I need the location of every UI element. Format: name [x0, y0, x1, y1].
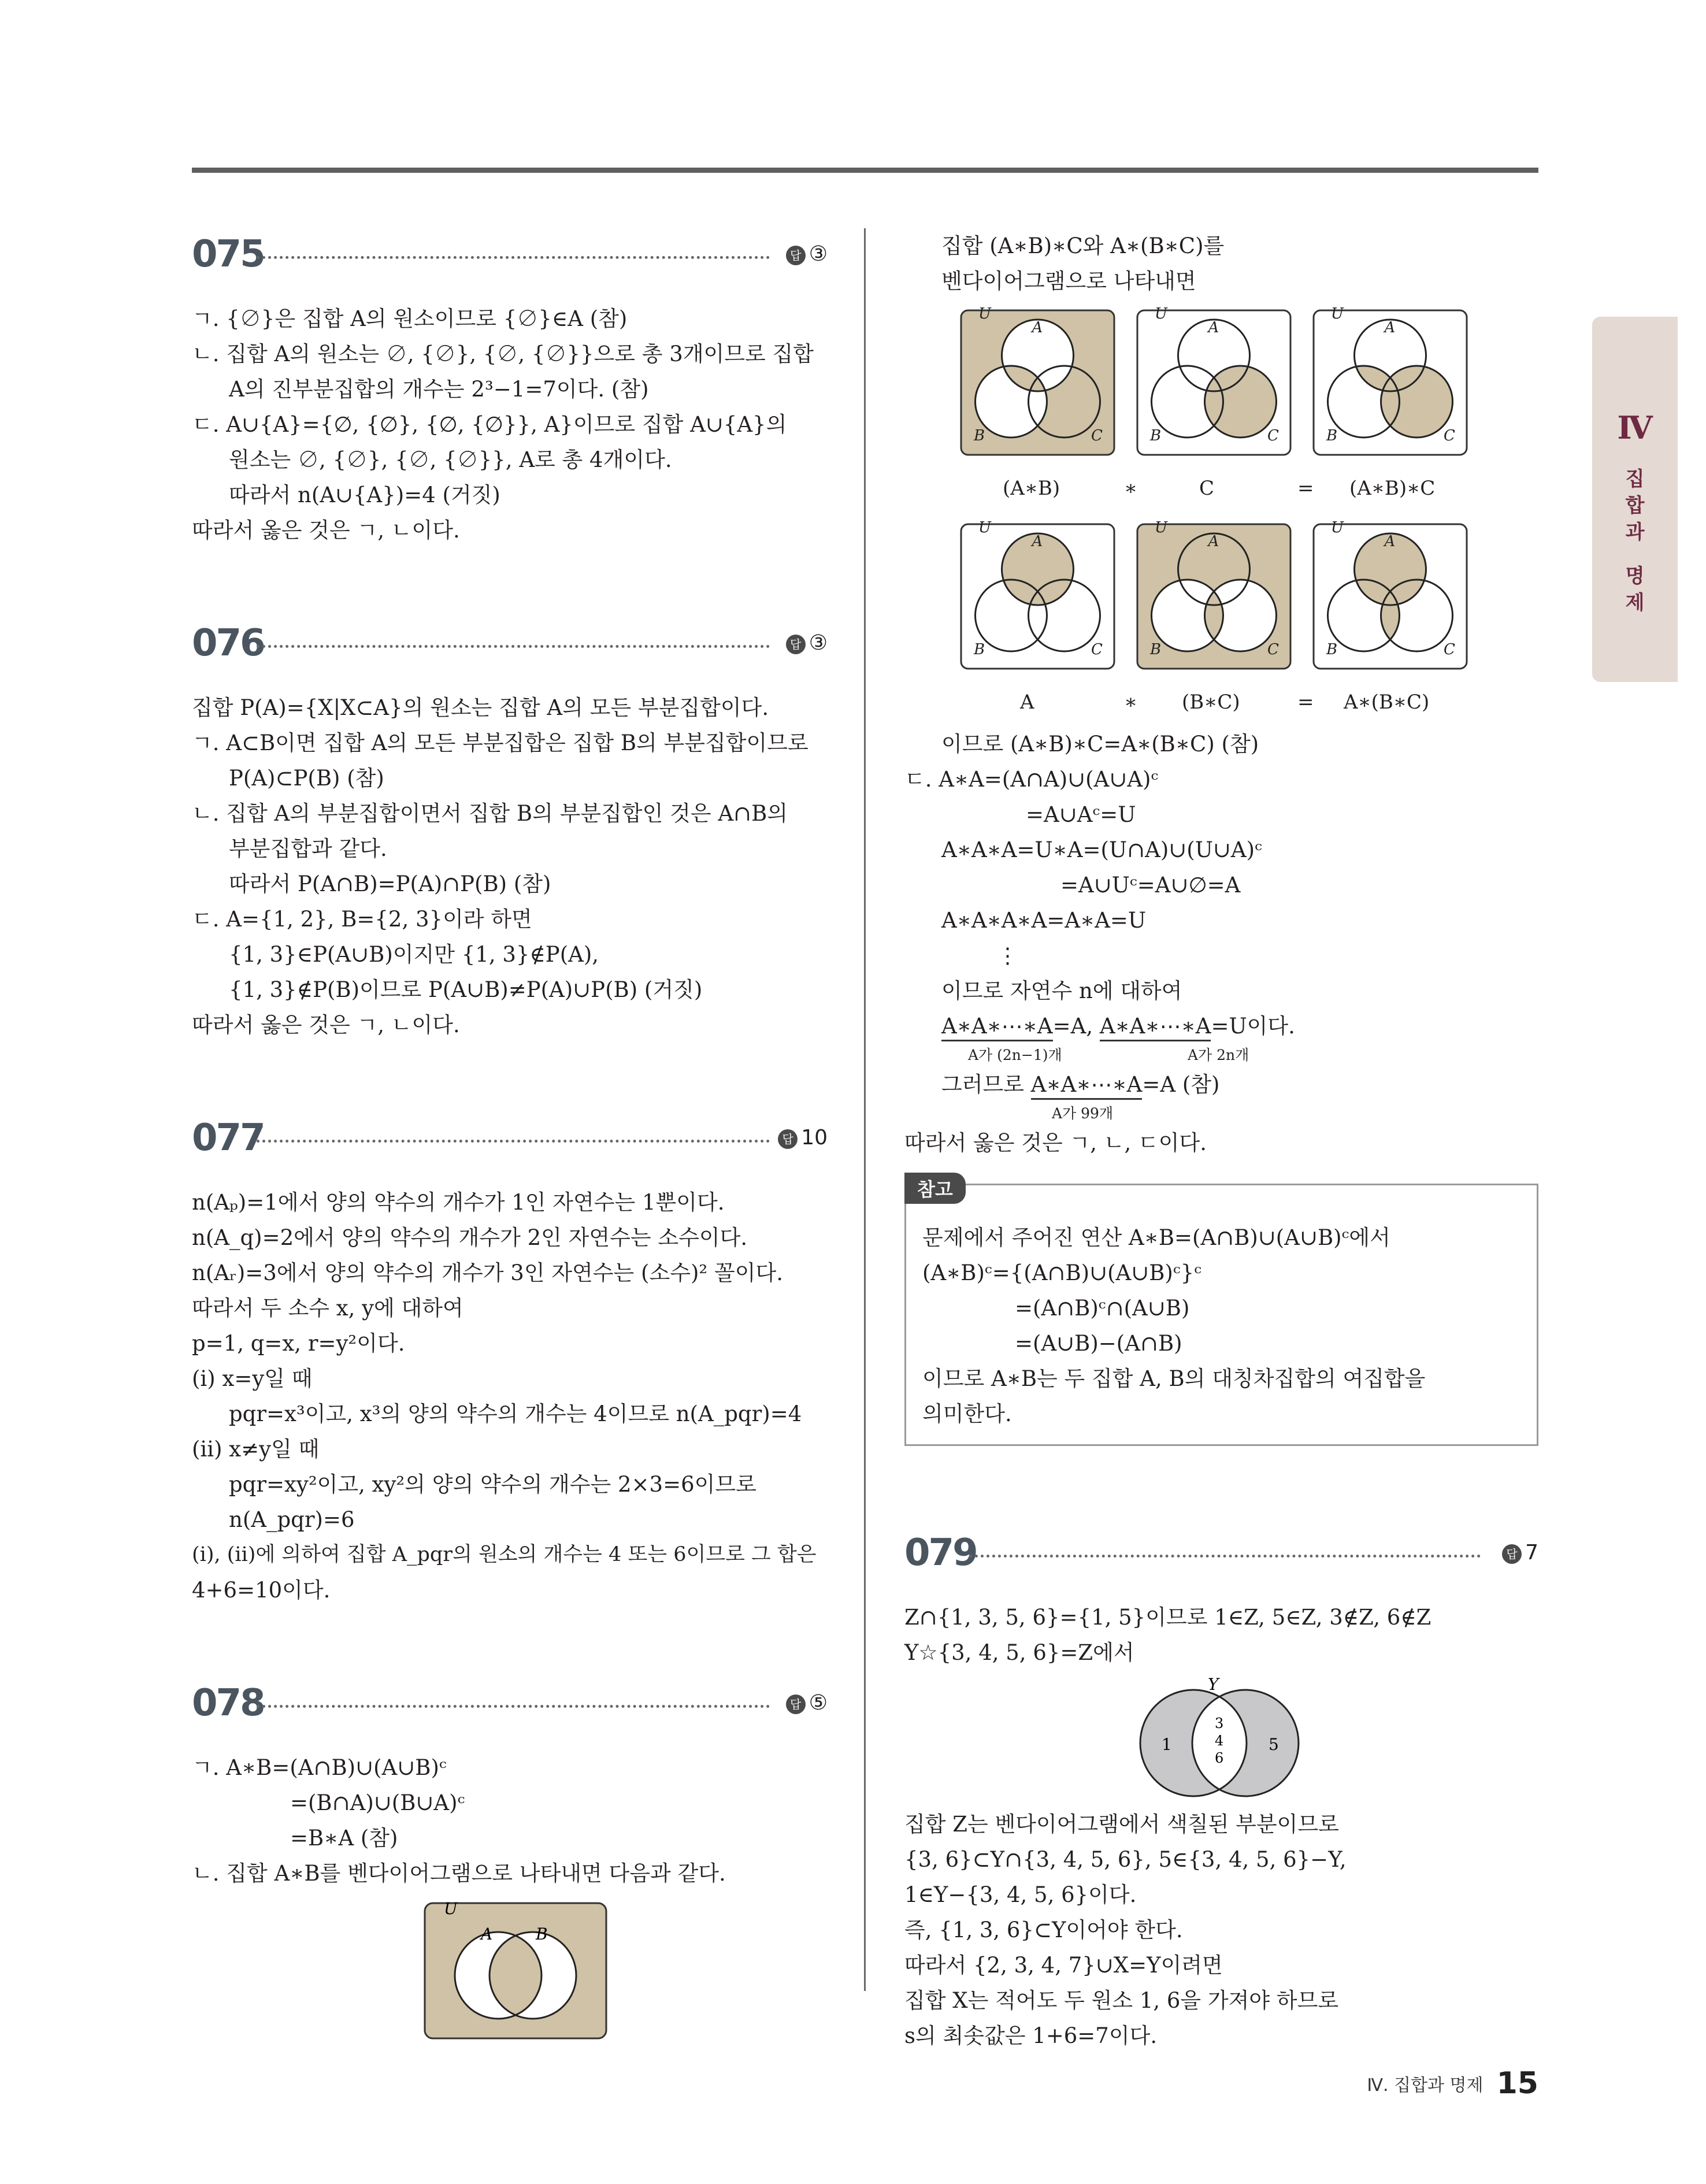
caption-term: (B∗C)	[1182, 691, 1240, 714]
caption-op: =	[1297, 691, 1314, 714]
label-a: A	[1384, 533, 1396, 550]
problem-header-075	[192, 228, 828, 280]
caption-op: =	[1297, 477, 1314, 500]
venn-row-2-diagrams	[959, 516, 1537, 689]
answer-icon: 답	[778, 1129, 798, 1149]
label-u: U	[1331, 305, 1344, 322]
region-middle: 6	[1215, 1750, 1224, 1766]
label-y: Y	[1208, 1675, 1219, 1694]
solution-line: n(Aᵣ)=3에서 양의 약수의 개수가 3인 자연수는 (소수)² 꼴이다.	[192, 1260, 783, 1285]
solution-line: =B∗A (참)	[290, 1826, 398, 1851]
chapter-char: 집	[1625, 468, 1645, 491]
solution-line: 집합 X는 적어도 두 원소 1, 6을 가져야 하므로	[904, 1988, 1339, 2013]
solution-line: {3, 6}⊂Y∩{3, 4, 5, 6}, 5∈{3, 4, 5, 6}−Y,	[904, 1847, 1347, 1872]
dotted-leader	[257, 256, 770, 259]
problem-header-079	[904, 1527, 1538, 1579]
label-u: U	[978, 519, 991, 536]
answer-icon: 답	[786, 246, 806, 265]
note-line: =(A∩B)ᶜ∩(A∪B)	[1015, 1296, 1190, 1321]
so-prefix: 그러므로	[941, 1072, 1024, 1097]
solution-line: 따라서 옳은 것은 ㄱ, ㄴ, ㄷ이다.	[904, 1130, 1207, 1155]
answer-icon: 답	[786, 635, 806, 654]
right-column	[904, 228, 1538, 2053]
label-a: A	[1208, 319, 1219, 336]
brace-labels	[904, 1102, 1538, 1125]
solution-line: 따라서 옳은 것은 ㄱ, ㄴ이다.	[192, 518, 460, 543]
problem-number: 078	[192, 1682, 264, 1725]
solution-line: (ⅰ) x=y일 때	[192, 1366, 313, 1391]
conclusion-line	[904, 1067, 1538, 1102]
problem-header-076	[192, 617, 828, 669]
problem-header-078	[192, 1677, 828, 1729]
label-b: B	[1326, 641, 1338, 658]
solution-line: 벤다이어그램으로 나타내면	[941, 269, 1196, 294]
label-c: C	[1444, 641, 1455, 658]
label-u: U	[1331, 519, 1344, 536]
answer-value: ⑤	[809, 1691, 828, 1715]
solution-line: n(A_pqr)=6	[229, 1507, 355, 1532]
label-a: A	[1384, 319, 1396, 336]
chapter-char: 합	[1625, 494, 1645, 517]
brace-expr: A∗A∗⋯∗A	[1031, 1071, 1143, 1100]
chapter-char: 명	[1625, 565, 1645, 588]
footer-chapter: Ⅳ. 집합과 명제	[1367, 2075, 1484, 2096]
solution-line: ㄱ. A∗B=(A∩B)∪(A∪B)ᶜ	[192, 1755, 447, 1780]
caption-term: A	[1020, 691, 1034, 714]
label-b: B	[1326, 427, 1338, 444]
region-right: 5	[1269, 1735, 1279, 1754]
solution-line: p=1, q=x, r=y²이다.	[192, 1331, 405, 1356]
answer-badge	[786, 631, 828, 655]
solution-line: ㄱ. A⊂B이면 집합 A의 모든 부분집합은 집합 B의 부분집합이므로	[192, 731, 809, 755]
caption-op: ∗	[1124, 691, 1138, 714]
venn-row-1	[904, 299, 1538, 472]
problem-header-077	[192, 1112, 828, 1164]
chapter-title	[1592, 466, 1678, 616]
solution-line: A∗A∗A∗A=A∗A=U	[941, 908, 1147, 933]
caption-term: A∗(B∗C)	[1344, 691, 1430, 714]
solution-line: 집합 P(A)={X|X⊂A}의 원소는 집합 A의 모든 부분집합이다.	[192, 695, 769, 720]
solution-line: ㄴ. 집합 A∗B를 벤다이어그램으로 나타내면 다음과 같다.	[192, 1861, 726, 1886]
solution-line: ㄷ. A∪{A}={∅, {∅}, {∅, {∅}}, A}이므로 집합 A∪{A}의	[192, 412, 787, 437]
venn-triple-1	[961, 305, 1114, 455]
solution-line: ㄷ. A={1, 2}, B={2, 3}이라 하면	[192, 907, 532, 932]
venn-diagram-a-star-b	[423, 1901, 608, 2040]
venn-triple-2	[1137, 519, 1290, 669]
solution-line: ㄴ. 집합 A의 부분집합이면서 집합 B의 부분집합인 것은 A∩B의	[192, 801, 788, 826]
brace-label: A가 2n개	[1188, 1047, 1249, 1063]
solution-line: 집합 Z는 벤다이어그램에서 색칠된 부분이므로	[904, 1812, 1339, 1837]
answer-icon: 답	[786, 1694, 806, 1714]
dotted-leader	[257, 1140, 770, 1143]
solution-line: (ⅰ), (ⅱ)에 의하여 집합 A_pqr의 원소의 개수는 4 또는 6이므로 그 합은	[192, 1543, 817, 1566]
dotted-leader	[969, 1555, 1481, 1558]
chapter-char: 제	[1625, 591, 1645, 614]
venn-diagram-y	[1121, 1674, 1318, 1807]
solution-line: =A∪Aᶜ=U	[1026, 802, 1136, 827]
brace-rest: =U이다.	[1211, 1014, 1295, 1039]
region-middle: 4	[1215, 1733, 1224, 1749]
label-b: B	[1150, 641, 1162, 658]
brace-expr: A∗A∗⋯∗A	[1100, 1013, 1211, 1041]
note-box	[904, 1178, 1538, 1446]
venn-row-1-diagrams	[959, 302, 1537, 475]
brace-rest: =A,	[1052, 1014, 1093, 1039]
note-tag: 참고	[904, 1173, 966, 1204]
answer-value: 7	[1525, 1541, 1538, 1564]
solution-line: 부분집합과 같다.	[229, 836, 387, 861]
note-line: 이므로 A∗B는 두 집합 A, B의 대칭차집합의 여집합을	[922, 1366, 1426, 1391]
label-u: U	[978, 305, 991, 322]
answer-value: 10	[801, 1126, 828, 1150]
solution-line: n(A_q)=2에서 양의 약수의 개수가 2인 자연수는 소수이다.	[192, 1225, 748, 1250]
solution-line: 이므로 (A∗B)∗C=A∗(B∗C) (참)	[941, 732, 1259, 757]
venn-triple-1	[961, 519, 1114, 669]
answer-badge	[786, 1691, 828, 1715]
label-a: A	[1032, 319, 1043, 336]
solution-line: n(Aₚ)=1에서 양의 약수의 개수가 1인 자연수는 1뿐이다.	[192, 1190, 725, 1215]
solution-line: 따라서 두 소수 x, y에 대하여	[192, 1296, 463, 1321]
label-b: B	[974, 641, 985, 658]
problem-number: 079	[904, 1532, 977, 1574]
solution-line: {1, 3}∈P(A∪B)이지만 {1, 3}∉P(A),	[229, 942, 599, 967]
solution-line: 원소는 ∅, {∅}, {∅, {∅}}, A로 총 4개이다.	[229, 447, 672, 472]
page-footer	[1367, 2066, 1538, 2101]
solution-line: =A∪Uᶜ=A∪∅=A	[1060, 873, 1241, 898]
label-b: B	[536, 1925, 548, 1944]
region-middle: 3	[1215, 1715, 1224, 1731]
label-a: A	[481, 1925, 493, 1944]
label-c: C	[1091, 427, 1103, 444]
note-line: =(A∪B)−(A∩B)	[1015, 1331, 1182, 1356]
problem-number: 076	[192, 622, 264, 665]
solution-line: {1, 3}∉P(B)이므로 P(A∪B)≠P(A)∪P(B) (거짓)	[229, 977, 703, 1002]
venn-triple-3	[1314, 305, 1467, 455]
solution-line: A의 진부분집합의 개수는 2³−1=7이다. (참)	[229, 377, 649, 402]
solution-line: 따라서 옳은 것은 ㄱ, ㄴ이다.	[192, 1013, 460, 1037]
solution-line: 1∈Y−{3, 4, 5, 6}이다.	[904, 1882, 1137, 1907]
caption-term: C	[1199, 477, 1215, 500]
solution-line: ㄷ. A∗A=(A∩A)∪(A∪A)ᶜ	[904, 767, 1159, 792]
answer-value: ③	[809, 631, 828, 655]
solution-line: pqr=xy²이고, xy²의 양의 약수의 개수는 2×3=6이므로	[229, 1472, 756, 1497]
solution-line: (ⅱ) x≠y일 때	[192, 1437, 320, 1462]
solution-line: 따라서 P(A∩B)=P(A)∩P(B) (참)	[229, 872, 551, 896]
solution-line: s의 최솟값은 1+6=7이다.	[904, 2023, 1158, 2048]
chapter-tab	[1592, 317, 1678, 682]
solution-line: 따라서 n(A∪{A})=4 (거짓)	[229, 483, 500, 507]
solution-line: 4+6=10이다.	[192, 1578, 331, 1603]
chapter-roman: Ⅳ	[1617, 409, 1653, 446]
caption-term: (A∗B)	[1003, 477, 1060, 500]
answer-value: ③	[809, 242, 828, 266]
left-column	[192, 228, 828, 2040]
solution-line: 집합 (A∗B)∗C와 A∗(B∗C)를	[941, 233, 1225, 258]
brace-expr: A∗A∗⋯∗A	[941, 1013, 1053, 1041]
solution-line: ⋮	[997, 943, 1018, 968]
brace-labels	[904, 1044, 1538, 1067]
venn-triple-3	[1314, 519, 1467, 669]
label-b: B	[974, 427, 985, 444]
solution-line: pqr=x³이고, x³의 양의 약수의 개수는 4이므로 n(A_pqr)=4	[229, 1401, 802, 1426]
label-c: C	[1267, 427, 1279, 444]
solution-line: Z∩{1, 3, 5, 6}={1, 5}이므로 1∈Z, 5∈Z, 3∉Z, 6∉Z	[904, 1605, 1431, 1630]
solution-line: ㄴ. 집합 A의 원소는 ∅, {∅}, {∅, {∅}}으로 총 3개이므로 집합	[192, 342, 814, 366]
top-rule	[192, 168, 1538, 173]
caption-op: ∗	[1124, 477, 1138, 500]
problem-number: 077	[192, 1117, 264, 1159]
label-c: C	[1444, 427, 1455, 444]
solution-line: =(B∩A)∪(B∪A)ᶜ	[290, 1790, 465, 1815]
label-a: A	[1032, 533, 1043, 550]
page-number: 15	[1496, 2066, 1538, 2101]
venn-triple-2	[1137, 305, 1290, 455]
label-u: U	[444, 1901, 458, 1918]
solution-line: ㄱ. {∅}은 집합 A의 원소이므로 {∅}∈A (참)	[192, 306, 628, 331]
so-rest: =A (참)	[1142, 1072, 1220, 1097]
solution-line: 따라서 {2, 3, 4, 7}∪X=Y이려면	[904, 1953, 1223, 1978]
brace-expression-line	[904, 1008, 1538, 1044]
solution-line: P(A)⊂P(B) (참)	[229, 766, 384, 791]
venn-row-2	[904, 513, 1538, 686]
label-u: U	[1155, 519, 1167, 536]
answer-badge	[778, 1126, 828, 1150]
solution-line: A∗A∗A=U∗A=(U∩A)∪(U∪A)ᶜ	[941, 837, 1262, 862]
solution-line: 즉, {1, 3, 6}⊂Y이어야 한다.	[904, 1918, 1183, 1942]
answer-badge	[786, 242, 828, 266]
note-line: 의미한다.	[922, 1401, 1012, 1426]
label-c: C	[1267, 641, 1279, 658]
note-line: (A∗B)ᶜ={(A∩B)∪(A∪B)ᶜ}ᶜ	[922, 1260, 1202, 1285]
answer-badge	[1502, 1541, 1538, 1564]
caption-term: (A∗B)∗C	[1349, 477, 1436, 500]
venn-row-2-caption	[904, 686, 1538, 726]
label-a: A	[1208, 533, 1219, 550]
venn-row-1-caption	[904, 472, 1538, 513]
dotted-leader	[257, 645, 770, 648]
label-c: C	[1091, 641, 1103, 658]
note-line: 문제에서 주어진 연산 A∗B=(A∩B)∪(A∪B)ᶜ에서	[922, 1225, 1390, 1250]
solution-line: Y☆{3, 4, 5, 6}=Z에서	[904, 1640, 1134, 1665]
column-divider	[864, 228, 866, 1991]
brace-label: A가 (2n−1)개	[968, 1047, 1062, 1063]
dotted-leader	[257, 1705, 770, 1708]
region-left: 1	[1162, 1735, 1172, 1754]
brace-label: A가 99개	[1052, 1105, 1114, 1122]
chapter-char: 과	[1625, 521, 1645, 544]
label-u: U	[1155, 305, 1167, 322]
label-b: B	[1150, 427, 1162, 444]
solution-line: 이므로 자연수 n에 대하여	[941, 978, 1182, 1003]
problem-number: 075	[192, 233, 264, 276]
answer-icon: 답	[1502, 1544, 1522, 1564]
